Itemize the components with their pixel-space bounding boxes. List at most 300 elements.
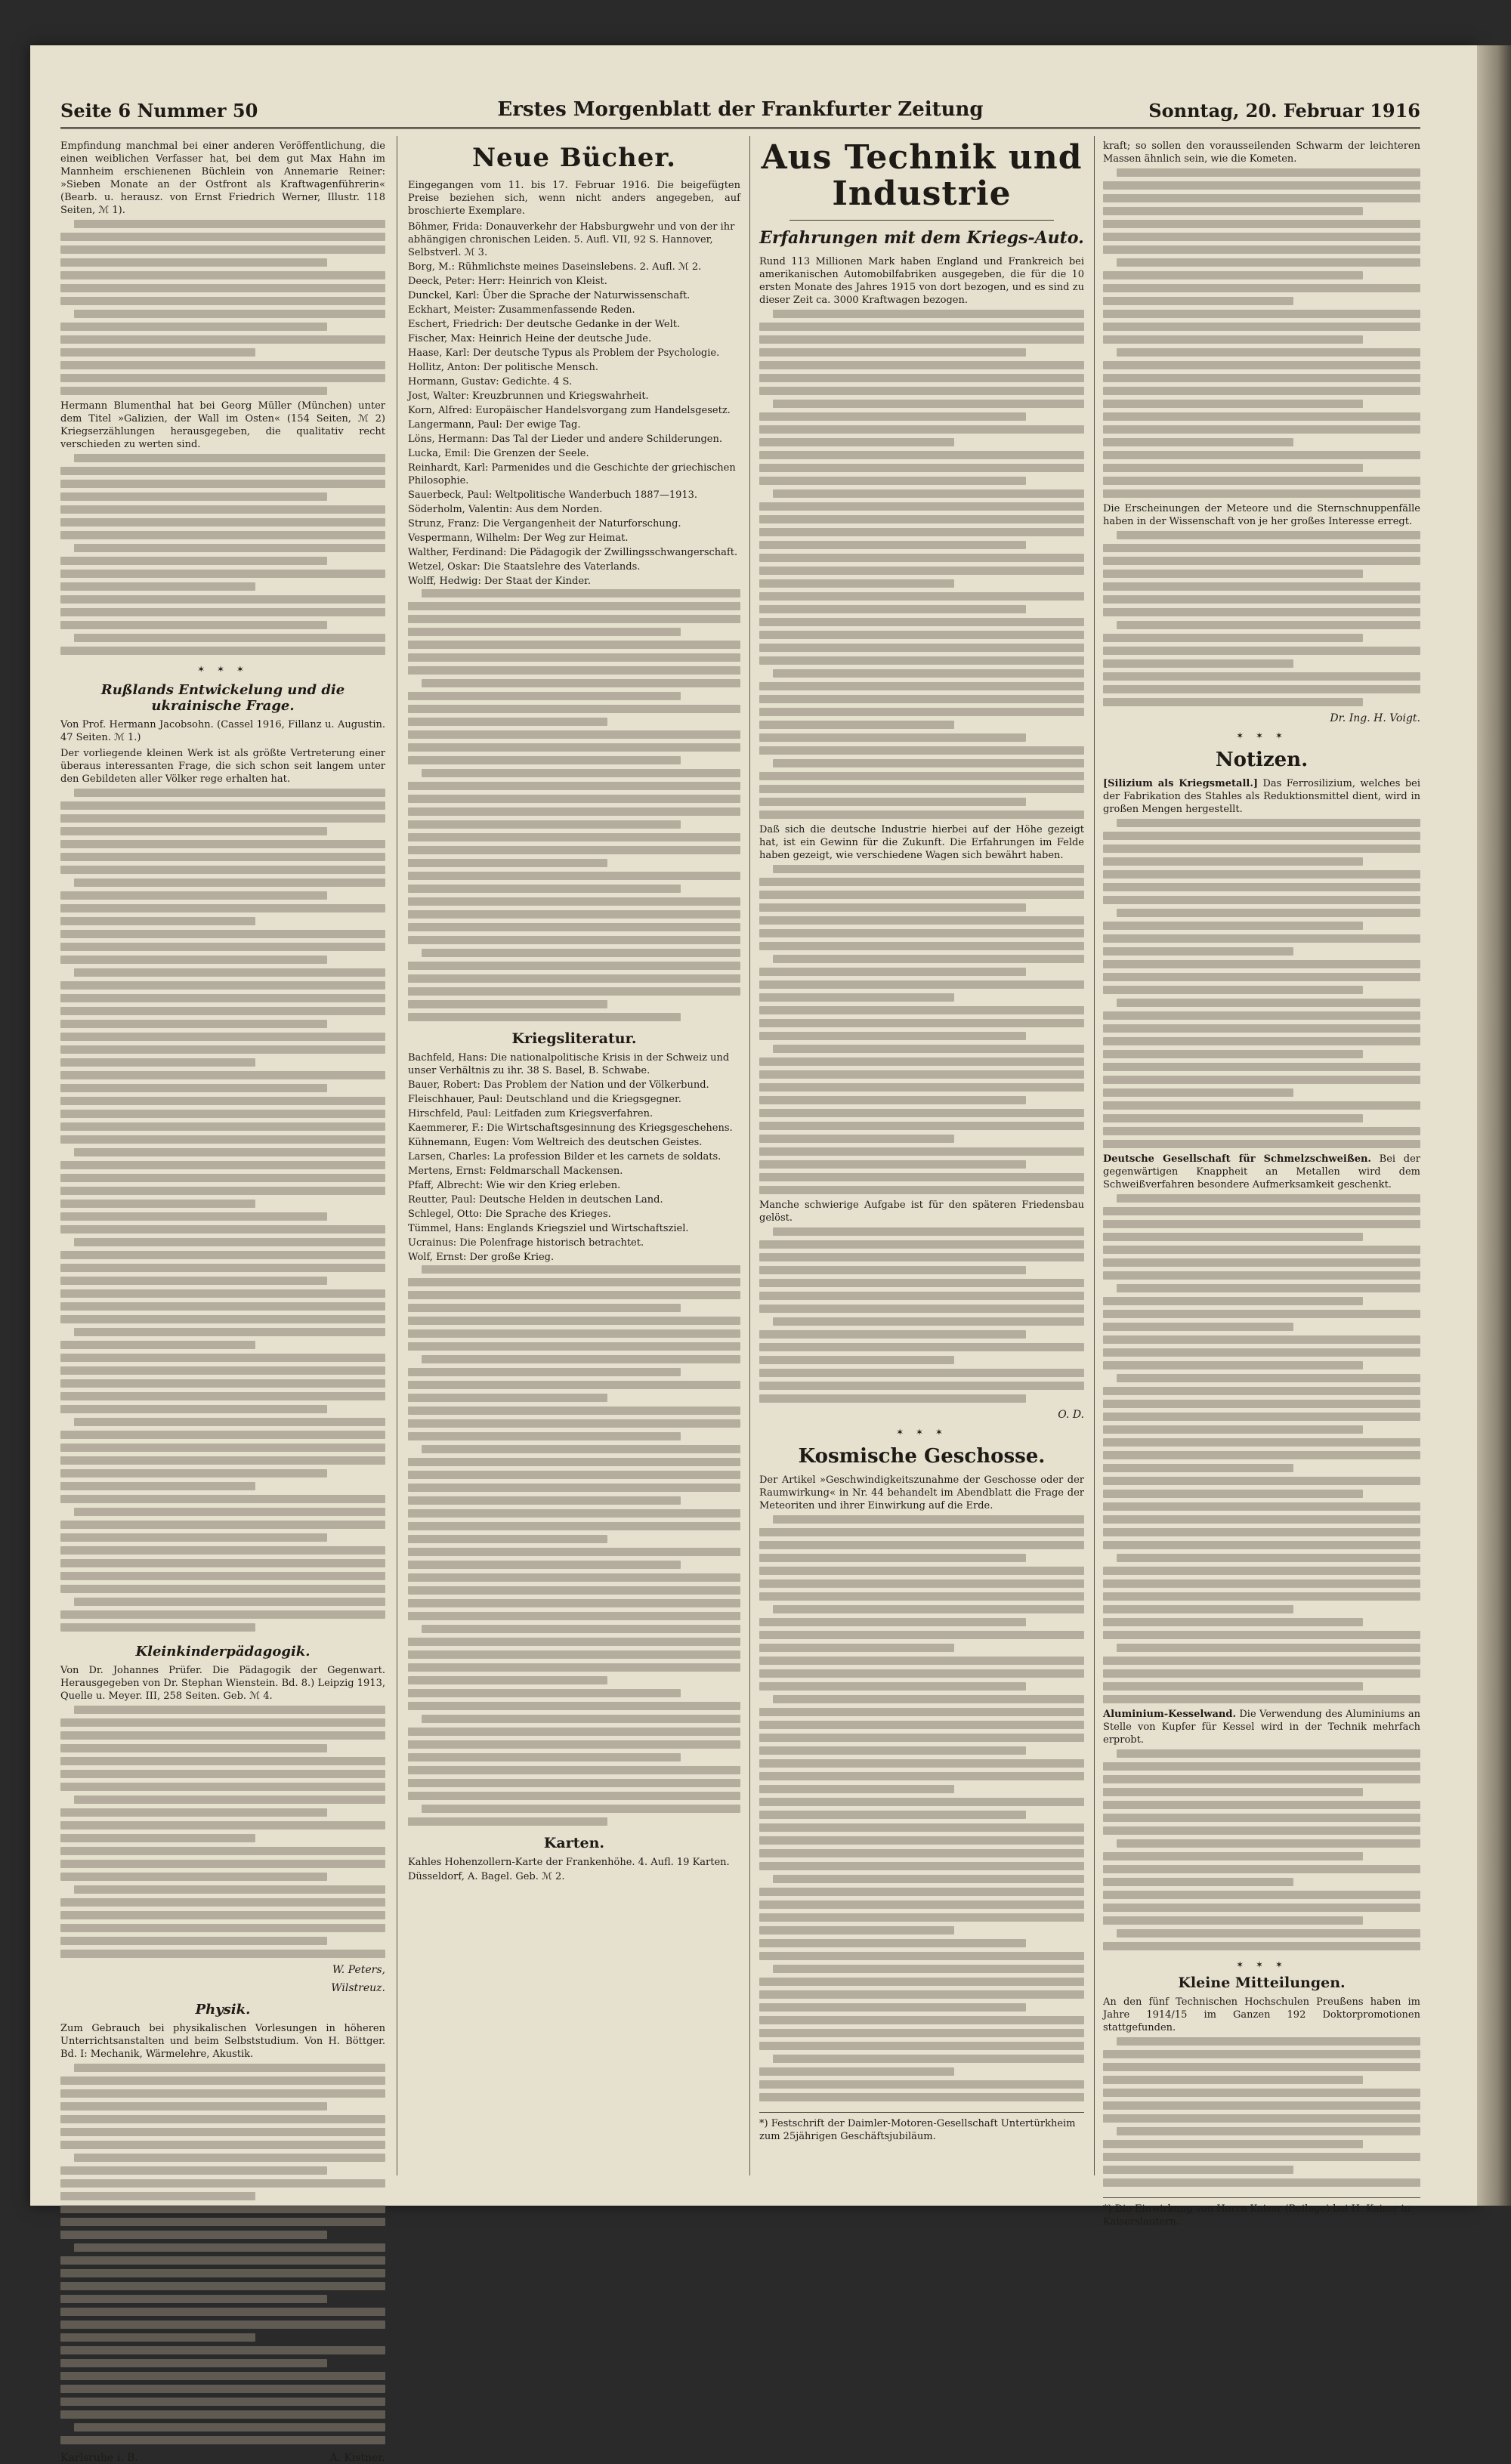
text-line	[60, 258, 327, 267]
text-line	[773, 1695, 1084, 1703]
text-line	[1103, 1515, 1420, 1524]
text-line	[60, 943, 385, 951]
text-line	[759, 2080, 1084, 2089]
text-line	[759, 1343, 1084, 1351]
text-line	[60, 1808, 327, 1817]
text-line	[759, 1292, 1084, 1300]
text-line	[408, 666, 740, 675]
text-line	[74, 789, 385, 797]
text-line	[1103, 489, 1420, 498]
text-line	[1103, 1682, 1363, 1691]
book-entry: Ucrainus: Die Polenfrage historisch betrachtet.	[408, 1237, 644, 1249]
text-line	[773, 1875, 1084, 1883]
text-line	[1103, 220, 1420, 228]
text-line	[773, 400, 1084, 408]
text-line	[408, 1676, 607, 1684]
text-line	[1103, 194, 1420, 202]
text-line	[759, 942, 1084, 950]
text-line	[759, 1682, 1026, 1691]
text-line	[60, 827, 327, 835]
text-line	[759, 878, 1084, 886]
text-line	[759, 387, 1084, 395]
text-line	[408, 1291, 740, 1299]
text-line	[408, 974, 740, 983]
text-line	[60, 1366, 385, 1375]
text-line	[773, 1515, 1084, 1524]
text-line	[1103, 1541, 1420, 1549]
text-line	[408, 987, 740, 996]
text-line	[1103, 181, 1420, 190]
text-line	[773, 489, 1084, 498]
text-line	[773, 2055, 1084, 2063]
text-line	[60, 981, 385, 990]
text-line	[1103, 1762, 1420, 1771]
text-block	[1103, 819, 1420, 1153]
text-line	[1103, 2114, 1420, 2123]
text-line	[759, 644, 1084, 652]
column-2	[408, 140, 740, 2179]
text-line	[759, 502, 1084, 511]
text-line	[60, 1469, 327, 1477]
text-line	[1103, 1592, 1420, 1601]
text-line	[408, 1779, 740, 1787]
text-line	[60, 233, 385, 241]
text-line	[1103, 922, 1363, 930]
text-line	[60, 904, 385, 912]
text-line	[1103, 1271, 1420, 1280]
text-line	[1103, 844, 1420, 853]
note-text: Das Ferrosilizium, welches bei der Fabrikation des Stahles als Reduktionsmittel dient, wird in großen Mengen hergestellt.	[1103, 778, 1420, 815]
book-entry: Pfaff, Albrecht: Wie wir den Krieg erleben.	[408, 1180, 621, 1191]
text-line	[1103, 1826, 1420, 1835]
book-entry: Kühnemann, Eugen: Vom Weltreich des deutschen Geistes.	[408, 1137, 703, 1148]
text-line	[1103, 1695, 1420, 1703]
map-list	[408, 1856, 740, 1883]
text-line	[1103, 400, 1363, 408]
text-line	[74, 878, 385, 887]
text-line	[408, 1278, 740, 1286]
text-line	[1103, 1140, 1420, 1148]
text-line	[60, 2346, 385, 2354]
text-line	[759, 1926, 954, 1934]
text-line	[1103, 947, 1293, 956]
text-line	[408, 705, 740, 713]
text-line	[60, 814, 385, 823]
text-line	[759, 1279, 1084, 1287]
text-line	[1103, 1246, 1420, 1254]
signature: O. D.	[1058, 1409, 1084, 1421]
text-line	[60, 2333, 255, 2342]
text-line	[1103, 464, 1363, 472]
text-line	[773, 1045, 1084, 1053]
text-line	[759, 1759, 1084, 1768]
text-line	[60, 1770, 385, 1778]
text-line	[759, 631, 1084, 639]
text-line	[74, 220, 385, 228]
book-entry: Bauer, Robert: Das Problem der Nation und der Völkerbund.	[408, 1079, 709, 1091]
text-line	[1103, 934, 1420, 943]
text-line	[759, 2016, 1084, 2024]
text-line	[422, 769, 740, 777]
section-subtitle: Karten.	[543, 1835, 605, 1851]
text-line	[60, 2256, 385, 2265]
text-line	[60, 2320, 385, 2329]
text-line	[60, 1071, 385, 1079]
text-line	[74, 1508, 385, 1516]
text-line	[1103, 647, 1420, 655]
article-text: Daß sich die deutsche Industrie hierbei auf der Höhe gezeigt hat, ist ein Gewinn für die Zukunft. Die Erfahrungen im Felde haben gezeigt, wie verschiedene Wagen sich bewährt haben.	[759, 824, 1084, 861]
text-line	[759, 733, 1026, 742]
text-line	[408, 923, 740, 931]
text-block	[60, 454, 385, 659]
text-line	[408, 1573, 740, 1582]
column-4	[1103, 140, 1420, 2228]
book-entry: Hormann, Gustav: Gedichte. 4 S.	[408, 376, 573, 388]
text-line	[1103, 451, 1420, 459]
text-line	[759, 1631, 1084, 1639]
text-line	[60, 1110, 385, 1118]
article-text: Der vorliegende kleinen Werk ist als größte Vertreterung einer überaus interessanten Frage, die sich schon seit langem unter den Gebildeten aller Völker rege erhalten hat.	[60, 748, 385, 785]
book-entry: Wolff, Hedwig: Der Staat der Kinder.	[408, 576, 591, 587]
text-line	[1103, 245, 1420, 254]
text-line	[1103, 1348, 1420, 1357]
book-entry: Jost, Walter: Kreuzbrunnen und Kriegswahrheit.	[408, 391, 649, 402]
text-line	[60, 1950, 385, 1958]
text-line	[60, 2269, 385, 2277]
book-entry: Bachfeld, Hans: Die nationalpolitische Krisis in der Schweiz und unser Verhältnis zu ihr. 38 S. Basel, B. Schwabe.	[408, 1052, 730, 1076]
text-line	[759, 785, 1084, 793]
text-line	[1117, 999, 1420, 1007]
text-line	[1117, 621, 1420, 629]
text-line	[1117, 1284, 1420, 1292]
text-line	[1103, 425, 1420, 434]
text-line	[1103, 595, 1420, 604]
text-line	[759, 721, 954, 729]
text-line	[1103, 1618, 1363, 1626]
text-line	[60, 1431, 385, 1439]
text-line	[408, 1317, 740, 1325]
text-line	[1103, 1852, 1363, 1860]
text-line	[1103, 1050, 1363, 1058]
text-line	[1117, 2037, 1420, 2046]
text-line	[60, 1405, 327, 1413]
text-line	[759, 1032, 1026, 1040]
signature: W. Peters,	[332, 1964, 385, 1976]
text-line	[60, 1315, 385, 1323]
text-line	[1103, 1425, 1363, 1434]
text-line	[408, 756, 681, 764]
article-text: Hermann Blumenthal hat bei Georg Müller (München) unter dem Titel »Galizien, der Wall im Osten« (154 Seiten, ℳ 2) Kriegserzählungen herausgegeben, die qualitativ recht verschieden zu werten sind.	[60, 400, 385, 450]
article-title: Kosmische Geschosse.	[798, 1445, 1046, 1468]
text-line	[408, 641, 740, 649]
book-entry: Schlegel, Otto: Die Sprache des Krieges.	[408, 1209, 611, 1220]
text-line	[60, 1341, 255, 1349]
text-line	[1103, 1233, 1363, 1241]
text-line	[759, 348, 1026, 357]
text-line	[60, 2192, 255, 2200]
text-line	[1103, 1037, 1420, 1045]
text-line	[759, 1160, 1026, 1169]
text-line	[759, 554, 1084, 562]
section-title: Physik.	[195, 2002, 251, 2018]
text-line	[408, 1766, 740, 1774]
text-line	[759, 1734, 1084, 1742]
text-line	[408, 1548, 740, 1556]
text-line	[60, 1084, 327, 1092]
text-line	[759, 811, 1084, 819]
text-line	[1117, 168, 1420, 177]
text-line	[60, 1289, 385, 1298]
article-text: Manche schwierige Aufgabe ist für den späteren Friedensbau gelöst.	[759, 1200, 1084, 1224]
text-line	[74, 1238, 385, 1246]
map-entry: Kahles Hohenzollern-Karte der Frankenhöhe. 4. Aufl. 19 Karten.	[408, 1857, 730, 1868]
text-line	[408, 1432, 681, 1440]
text-line	[759, 1135, 954, 1143]
text-line	[759, 1109, 1084, 1117]
text-line	[1103, 284, 1420, 292]
text-line	[759, 361, 1084, 369]
text-line	[773, 1965, 1084, 1973]
text-line	[74, 1706, 385, 1714]
text-line	[408, 820, 681, 829]
text-line	[60, 891, 327, 900]
article-text: Empfindung manchmal bei einer anderen Veröffentlichung, die einen weiblichen Verfasser hat, bei dem gut Max Hahn im Mannheim erschienenen Büchlein von Annemarie Reiner: »Sieben Monate an der Ostfront als Kraftwagenführerin« (Bearb. u. herausz. von Ernst Friedrich Werner, Illustr. 118 Seiten, ℳ 1).	[60, 140, 385, 216]
text-line	[60, 1610, 385, 1619]
text-line	[60, 245, 385, 254]
text-line	[759, 1070, 1084, 1079]
text-line	[408, 872, 740, 880]
text-line	[60, 1122, 385, 1131]
text-block	[1103, 1194, 1420, 1708]
text-line	[60, 1860, 385, 1868]
text-line	[74, 968, 385, 977]
book-entry: Walther, Ferdinand: Die Pädagogik der Zwillingsschwangerschaft.	[408, 547, 738, 558]
text-line	[408, 1509, 740, 1518]
text-line	[408, 730, 740, 739]
text-line	[759, 916, 1084, 925]
text-line	[60, 1277, 327, 1285]
text-line	[408, 1013, 681, 1021]
text-line	[60, 1456, 385, 1465]
text-line	[759, 1382, 1084, 1390]
text-line	[60, 2231, 327, 2239]
text-line	[1103, 374, 1420, 382]
text-line	[759, 1058, 1084, 1066]
text-line	[759, 1186, 1084, 1194]
text-line	[759, 1708, 1084, 1716]
article-text: An den fünf Technischen Hochschulen Preußens haben im Jahre 1914/15 im Ganzen 192 Doktorpromotionen stattgefunden.	[1103, 1996, 1420, 2033]
text-line	[1103, 1361, 1363, 1369]
text-line	[1103, 1477, 1420, 1485]
text-line	[1103, 1490, 1363, 1498]
text-line	[1103, 2076, 1363, 2084]
text-block	[1103, 168, 1420, 502]
text-line	[60, 348, 255, 357]
text-line	[60, 1264, 385, 1272]
text-line	[60, 1174, 385, 1182]
text-line	[60, 1898, 385, 1907]
text-line	[422, 1625, 740, 1633]
text-line	[759, 1122, 1084, 1130]
note	[1103, 1153, 1420, 1191]
text-line	[1103, 896, 1420, 904]
text-line	[60, 801, 385, 810]
text-line	[60, 1873, 327, 1881]
book-entry: Löns, Hermann: Das Tal der Lieder und andere Schilderungen.	[408, 434, 722, 445]
text-line	[74, 2423, 385, 2432]
text-line	[1103, 832, 1420, 840]
text-line	[1103, 271, 1363, 279]
text-line	[60, 1585, 385, 1593]
text-line	[60, 2436, 385, 2444]
section-title: Kleinkinderpädagogik.	[135, 1644, 311, 1660]
text-line	[408, 1522, 740, 1530]
text-line	[1117, 1374, 1420, 1382]
text-line	[1103, 412, 1420, 421]
war-book-list	[408, 1051, 740, 1264]
text-line	[408, 1394, 607, 1402]
text-line	[60, 1007, 385, 1015]
text-line	[60, 1187, 385, 1195]
text-line	[60, 1033, 385, 1041]
text-line	[1103, 1258, 1420, 1267]
column-rule	[1094, 136, 1095, 2175]
text-line	[1103, 2089, 1420, 2097]
section-subtitle: Kriegsliteratur.	[511, 1030, 637, 1047]
book-entry: Böhmer, Frida: Donauverkehr der Habsburgwehr und von der ihr abhängigen chronischen Leiden. 5. Aufl. VII, 92 S. Hannover, Selbstverl. ℳ 3.	[408, 221, 735, 258]
note-lead: Deutsche Gesellschaft für Schmelzschweißen.	[1103, 1153, 1371, 1165]
text-line	[1103, 973, 1420, 981]
text-line	[408, 1458, 740, 1466]
paper-name: Erstes Morgenblatt der Frankfurter Zeitung	[497, 98, 984, 121]
text-line	[759, 579, 954, 588]
text-line	[408, 846, 740, 854]
text-line	[1103, 1114, 1363, 1122]
text-line	[74, 310, 385, 318]
text-line	[1103, 685, 1420, 693]
text-block	[1103, 2037, 1420, 2191]
text-line	[759, 2029, 1084, 2037]
text-line	[759, 1356, 954, 1364]
text-line	[1117, 1929, 1420, 1938]
text-line	[759, 618, 1084, 626]
text-line	[60, 582, 255, 591]
text-line	[759, 1746, 1026, 1755]
text-line	[408, 936, 740, 944]
text-line	[60, 956, 327, 964]
text-line	[60, 2385, 385, 2393]
text-line	[60, 1834, 255, 1842]
separator	[789, 220, 1054, 221]
book-entry: Hirschfeld, Paul: Leitfaden zum Kriegsverfahren.	[408, 1108, 654, 1119]
text-line	[1103, 1127, 1420, 1135]
text-line	[759, 1305, 1084, 1313]
text-block	[60, 789, 385, 1636]
text-line	[1103, 335, 1363, 344]
text-line	[60, 467, 385, 475]
text-line	[60, 2128, 385, 2136]
signature: A. Kistner.	[329, 2452, 385, 2464]
text-line	[1103, 1076, 1420, 1084]
text-line	[1103, 1335, 1420, 1344]
text-line	[408, 1406, 740, 1415]
section-title: Rußlands Entwickelung und die ukrainische Frage.	[100, 682, 345, 714]
text-line	[759, 1592, 1084, 1601]
text-line	[408, 807, 740, 816]
text-block	[759, 865, 1084, 1199]
text-line	[74, 544, 385, 552]
text-line	[759, 541, 1026, 549]
text-line	[759, 656, 1084, 665]
text-line	[759, 1990, 1084, 1999]
text-line	[759, 605, 1026, 613]
text-line	[74, 2064, 385, 2072]
text-line	[60, 284, 385, 292]
text-line	[60, 1559, 385, 1567]
text-line	[759, 1266, 1026, 1274]
text-line	[1103, 1024, 1420, 1033]
book-entry: Kaemmerer, F.: Die Wirtschaftsgesinnung des Kriegsgeschehens.	[408, 1122, 733, 1134]
text-line	[422, 589, 740, 597]
text-line	[759, 891, 1084, 899]
text-line	[759, 1849, 1084, 1857]
text-line	[60, 621, 327, 629]
text-line	[60, 1379, 385, 1388]
book-entry: Hollitz, Anton: Der politische Mensch.	[408, 362, 598, 373]
text-line	[408, 1638, 740, 1646]
text-line	[759, 1721, 1084, 1729]
text-line	[759, 929, 1084, 937]
text-line	[759, 1006, 1084, 1014]
text-line	[408, 1342, 740, 1351]
text-line	[1117, 348, 1420, 357]
section-lead: Zum Gebrauch bei physikalischen Vorlesungen in höheren Unterrichtsanstalten und beim Selbststudium. Von H. Böttger. Bd. I: Mechanik, Wärmelehre, Akustik.	[60, 2023, 385, 2060]
text-line	[759, 1554, 1026, 1562]
text-line	[1103, 361, 1420, 369]
text-line	[759, 1240, 1084, 1249]
text-line	[1103, 1801, 1420, 1809]
text-line	[759, 1618, 1026, 1626]
book-entry: Fleischhauer, Paul: Deutschland und die Kriegsgegner.	[408, 1094, 681, 1105]
text-line	[408, 1000, 607, 1008]
text-line	[759, 1978, 1084, 1986]
text-line	[74, 2154, 385, 2162]
text-line	[1103, 870, 1420, 878]
text-line	[408, 1663, 740, 1672]
text-line	[773, 865, 1084, 873]
book-entry: Sauerbeck, Paul: Weltpolitische Wanderbuch 1887—1913.	[408, 489, 698, 501]
text-line	[74, 454, 385, 462]
book-entry: Eckhart, Meister: Zusammenfassende Reden.	[408, 304, 635, 316]
text-line	[759, 528, 1084, 536]
text-line	[60, 2295, 327, 2303]
text-line	[759, 1900, 1084, 1909]
text-line	[60, 647, 385, 655]
text-line	[60, 1718, 385, 1727]
text-line	[60, 866, 385, 874]
text-line	[1103, 1942, 1420, 1950]
text-line	[759, 980, 1084, 989]
text-line	[1103, 544, 1420, 552]
text-line	[60, 1354, 385, 1362]
text-line	[1103, 986, 1363, 994]
book-entry: Reutter, Paul: Deutsche Helden in deutschen Land.	[408, 1194, 663, 1206]
text-line	[408, 859, 607, 867]
text-line	[60, 361, 385, 369]
text-line	[1103, 608, 1420, 616]
separator: ✶ ✶ ✶	[197, 664, 249, 675]
text-line	[1103, 1904, 1420, 1912]
